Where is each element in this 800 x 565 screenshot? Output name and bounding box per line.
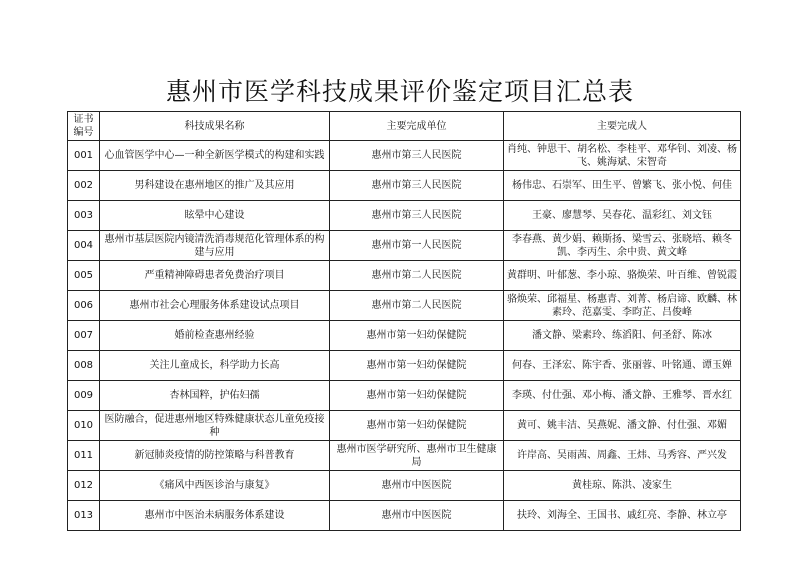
people-cell: 许岸高、吴雨茜、周鑫、王炜、马秀容、严兴发 [504,441,741,471]
people-cell: 李瑛、付仕强、邓小梅、潘文静、王雅琴、晋水红 [504,381,741,411]
unit-cell: 惠州市医学研究所、惠州市卫生健康局 [330,441,504,471]
table-row [68,411,741,441]
cert-id-cell: 013 [68,501,100,531]
achievement-name-cell: 眩晕中心建设 [100,201,330,231]
achievement-name-cell: 严重精神障碍患者免费治疗项目 [100,261,330,291]
unit-cell: 惠州市第二人民医院 [330,261,504,291]
unit-cell: 惠州市第三人民医院 [330,201,504,231]
cert-id-cell: 001 [68,141,100,171]
unit-cell: 惠州市第一妇幼保健院 [330,381,504,411]
summary-table [67,111,741,531]
cert-id-cell: 002 [68,171,100,201]
people-cell: 何春、王泽宏、陈宇香、张丽蓉、叶铭通、谭玉婵 [504,351,741,381]
achievement-name-cell: 杏林国粹，护佑妇孺 [100,381,330,411]
people-cell: 李春燕、黄少娟、赖斯扬、梁雪云、张晓培、赖冬凯、李丙生、余中贵、黄文峰 [504,231,741,261]
cert-id-cell: 010 [68,411,100,441]
cert-id-cell: 006 [68,291,100,321]
people-cell: 肖纯、钟思干、胡名松、李桂平、邓华钊、刘凌、杨飞、姚海斌、宋智奇 [504,141,741,171]
table-row [68,471,741,501]
achievement-name-cell: 心血管医学中心—一种全新医学模式的构建和实践 [100,141,330,171]
unit-cell: 惠州市第三人民医院 [330,171,504,201]
unit-cell: 惠州市中医医院 [330,471,504,501]
table-header [68,112,741,141]
unit-cell: 惠州市第一妇幼保健院 [330,411,504,441]
unit-cell: 惠州市第一人民医院 [330,231,504,261]
achievement-name-cell: 新冠肺炎疫情的防控策略与科普教育 [100,441,330,471]
table-row [68,261,741,291]
achievement-name-cell: 惠州市中医治未病服务体系建设 [100,501,330,531]
unit-cell: 惠州市第一妇幼保健院 [330,321,504,351]
header-row [68,112,741,141]
people-cell: 杨伟忠、石崇军、田生平、曾繁飞、张小悦、何佳 [504,171,741,201]
cert-id-cell: 005 [68,261,100,291]
cert-id-cell: 011 [68,441,100,471]
unit-cell: 惠州市第一妇幼保健院 [330,351,504,381]
achievement-name-cell: 《痛风中西医诊治与康复》 [100,471,330,501]
cert-id-cell: 004 [68,231,100,261]
people-cell: 扶玲、刘海全、王国书、戚红亮、李静、林立亭 [504,501,741,531]
table-row [68,351,741,381]
header-cert-id: 证书编号 [68,112,100,141]
cert-id-cell: 008 [68,351,100,381]
people-cell: 黄群明、叶郁葱、李小琼、骆焕荣、叶百维、曾锐霞 [504,261,741,291]
cert-id-cell: 003 [68,201,100,231]
table-row [68,291,741,321]
unit-cell: 惠州市第二人民医院 [330,291,504,321]
people-cell: 黄可、姚丰洁、吴燕妮、潘文静、付仕强、邓媚 [504,411,741,441]
table-row [68,201,741,231]
cert-id-cell: 012 [68,471,100,501]
people-cell: 王豪、廖慧琴、吴春花、温彩红、刘文钰 [504,201,741,231]
achievement-name-cell: 惠州市社会心理服务体系建设试点项目 [100,291,330,321]
table-row [68,321,741,351]
table-row [68,381,741,411]
achievement-name-cell: 婚前检查惠州经验 [100,321,330,351]
header-main-people: 主要完成人 [504,112,741,141]
header-main-unit: 主要完成单位 [330,112,504,141]
people-cell: 骆焕荣、邱福星、杨惠青、刘菁、杨启谛、欧麟、林素玲、范嘉雯、李昀芷、吕俊峰 [504,291,741,321]
table-row [68,441,741,471]
table-row [68,231,741,261]
page-title: 惠州市医学科技成果评价鉴定项目汇总表 [165,77,634,106]
table-row [68,171,741,201]
achievement-name-cell: 医防融合，促进惠州地区特殊健康状态儿童免疫接种 [100,411,330,441]
table-row [68,141,741,171]
people-cell: 黄桂琼、陈洪、凌家生 [504,471,741,501]
achievement-name-cell: 男科建设在惠州地区的推广及其应用 [100,171,330,201]
unit-cell: 惠州市中医医院 [330,501,504,531]
cert-id-cell: 007 [68,321,100,351]
achievement-name-cell: 惠州市基层医院内镜清洗消毒规范化管理体系的构建与应用 [100,231,330,261]
table-row [68,501,741,531]
people-cell: 潘文静、梁素玲、练滔阳、何圣舒、陈冰 [504,321,741,351]
table-body [68,141,741,531]
header-achievement-name: 科技成果名称 [100,112,330,141]
achievement-name-cell: 关注儿童成长，科学助力长高 [100,351,330,381]
cert-id-cell: 009 [68,381,100,411]
unit-cell: 惠州市第三人民医院 [330,141,504,171]
